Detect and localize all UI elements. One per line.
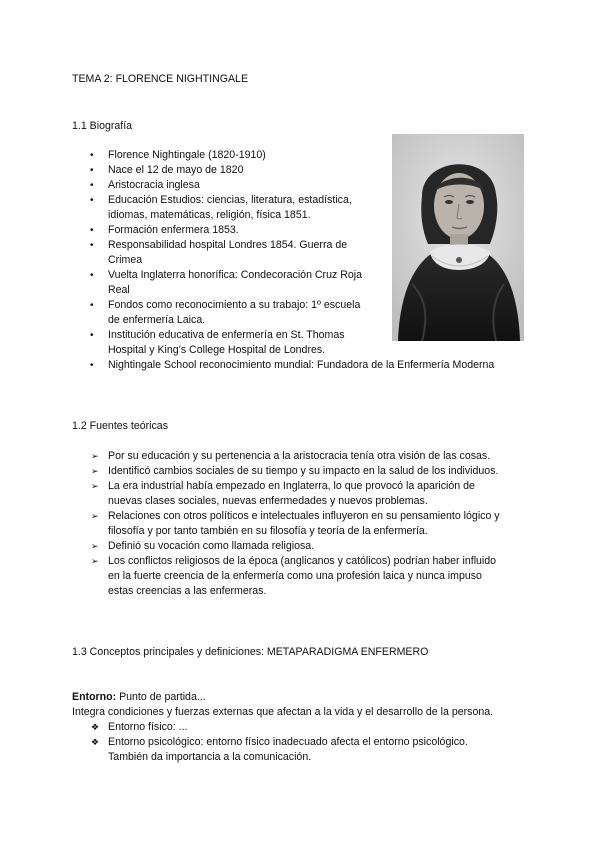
- list-item: • Aristocracia inglesa: [72, 178, 402, 193]
- list-item: ➢ Los conflictos religiosos de la época (anglicanos y católicos) podrían haber influido en la fuerte creencia de la enfermería como una profesión laica y nunca impuso estas creencias a las enfermeras.: [72, 554, 542, 599]
- list-item: ➢ Identificó cambios sociales de su tiempo y su impacto en la salud de los individuos.: [72, 464, 542, 479]
- list-item: • Formación enfermera 1853.: [72, 223, 402, 238]
- list-item: ➢ Definió su vocación como llamada religiosa.: [72, 539, 542, 554]
- entorno-list: [72, 720, 542, 765]
- section-heading-biografia: 1.1 Biografía: [72, 120, 133, 132]
- list-item: • Institución educativa de enfermería en St. Thomas Hospital y King’s College Hospital de Londres.: [72, 328, 402, 358]
- list-item: ❖ Entorno psicológico: entorno físico inadecuado afecta el entorno psicológico. También da importancia a la comunicación.: [72, 735, 542, 765]
- section-heading-fuentes: 1.2 Fuentes teóricas: [72, 420, 168, 432]
- florence-nightingale-portrait: [392, 134, 524, 341]
- list-item: ➢ La era industrial había empezado en Inglaterra, lo que provocó la aparición de nuevas clases sociales, nuevas enfermedades y nuevos problemas.: [72, 479, 542, 509]
- list-item: • Nace el 12 de mayo de 1820: [72, 163, 402, 178]
- entorno-label: Entorno:: [72, 691, 117, 703]
- list-item: • Nightingale School reconocimiento mundial: Fundadora de la Enfermería Moderna: [72, 358, 402, 373]
- list-item: • Fondos como reconocimiento a su trabajo: 1º escuela de enfermería Laica.: [72, 298, 402, 328]
- biography-list: [72, 148, 495, 373]
- list-item: • Vuelta Inglaterra honorífica: Condecoración Cruz Roja Real: [72, 268, 402, 298]
- entorno-intro: [72, 690, 206, 705]
- document-title: TEMA 2: FLORENCE NIGHTINGALE: [72, 73, 249, 85]
- list-item: • Educación Estudios: ciencias, literatura, estadística, idiomas, matemáticas, religión, física 1851.: [72, 193, 402, 223]
- sources-list: [72, 449, 542, 599]
- list-item: • Responsabilidad hospital Londres 1854. Guerra de Crimea: [72, 238, 402, 268]
- section-heading-conceptos: 1.3 Conceptos principales y definiciones: METAPARADIGMA ENFERMERO: [72, 646, 429, 658]
- list-item: ➢ Relaciones con otros políticos e intelectuales influyeron en su pensamiento lógico y filosofía y por tanto también en su filosofía y teoría de la enfermería.: [72, 509, 542, 539]
- list-item: ❖ Entorno físico: ...: [72, 720, 542, 735]
- list-item: ➢ Por su educación y su pertenencia a la aristocracia tenía otra visión de las cosas.: [72, 449, 542, 464]
- entorno-text: Punto de partida...: [116, 691, 206, 703]
- list-item: • Florence Nightingale (1820-1910): [72, 148, 402, 163]
- entorno-description: Integra condiciones y fuerzas externas que afectan a la vida y el desarrollo de la persona.: [72, 706, 494, 718]
